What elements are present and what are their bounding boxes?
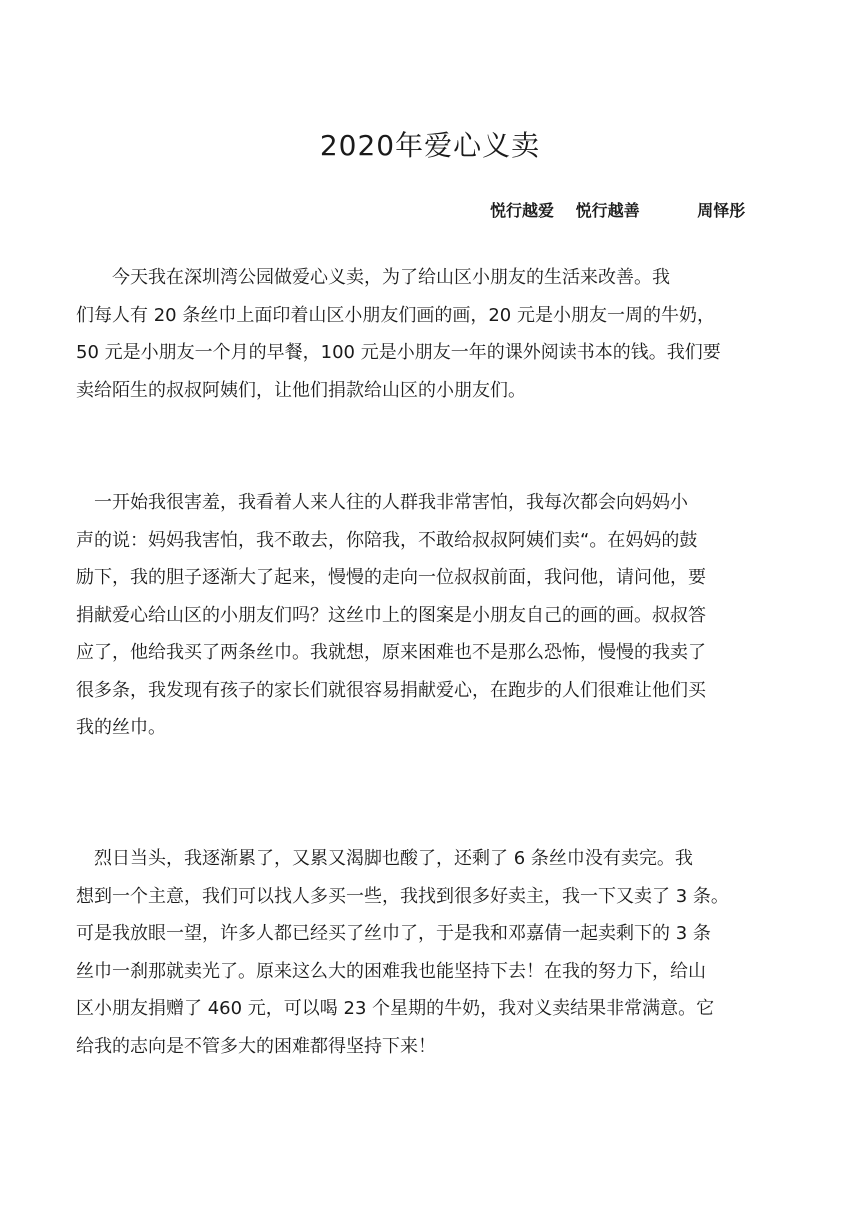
paragraph-line: 励下，我的胆子逐渐大了起来，慢慢的走向一位叔叔前面，我问他，请问他，要 — [76, 567, 706, 588]
paragraph-line: 烈日当头，我逐渐累了，又累又渴脚也酸了，还剩了 6 条丝巾没有卖完。我 — [76, 848, 693, 869]
paragraph-line: 们每人有 20 条丝巾上面印着山区小朋友们画的画，20 元是小朋友一周的牛奶， — [76, 304, 715, 326]
document-title: 2020年爱心义卖 — [319, 129, 541, 162]
paragraph-line: 可是我放眼一望，许多人都已经买了丝巾了，于是我和邓嘉倩一起卖剩下的 3 条 — [76, 923, 711, 944]
paragraph-line: 今天我在深圳湾公园做爱心义卖，为了给山区小朋友的生活来改善。我 — [76, 267, 670, 288]
paragraph-line: 给我的志向是不管多大的困难都得坚持下来！ — [76, 1035, 436, 1057]
paragraph-line: 想到一个主意，我们可以找人多买一些，我找到很多好卖主，我一下又卖了 3 条。 — [76, 885, 729, 907]
paragraph-2 — [76, 484, 788, 747]
paragraph-line: 卖给陌生的叔叔阿姨们，让他们捐款给山区的小朋友们。 — [76, 379, 526, 401]
paragraph-line: 声的说：妈妈我害怕，我不敢去，你陪我，不敢给叔叔阿姨们卖“。在妈妈的鼓 — [76, 529, 698, 551]
paragraph-1 — [76, 259, 788, 409]
byline — [490, 198, 745, 221]
paragraph-line: 50 元是小朋友一个月的早餐，100 元是小朋友一年的课外阅读书本的钱。我们要 — [76, 342, 721, 363]
motto-1: 悦行越爱 — [490, 201, 555, 220]
paragraph-line: 应了，他给我买了两条丝巾。我就想，原来困难也不是那么恐怖，慢慢的我卖了 — [76, 642, 706, 663]
paragraph-line: 一开始我很害羞，我看着人来人往的人群我非常害怕，我每次都会向妈妈小 — [76, 492, 688, 513]
paragraph-line: 丝巾一刹那就卖光了。原来这么大的困难我也能坚持下去！在我的努力下，给山 — [76, 960, 706, 982]
paragraph-line: 捐献爱心给山区的小朋友们吗？这丝巾上的图案是小朋友自己的画的画。叔叔答 — [76, 604, 706, 626]
paragraph-3 — [76, 840, 788, 1065]
author-name: 周怿彤 — [697, 201, 746, 220]
motto-2: 悦行越善 — [575, 201, 640, 220]
paragraph-line: 我的丝巾。 — [76, 717, 166, 738]
paragraph-line: 很多条，我发现有孩子的家长们就很容易捐献爱心，在跑步的人们很难让他们买 — [76, 679, 706, 701]
paragraph-line: 区小朋友捐赠了 460 元，可以喝 23 个星期的牛奶，我对义卖结果非常满意。它 — [76, 998, 715, 1019]
